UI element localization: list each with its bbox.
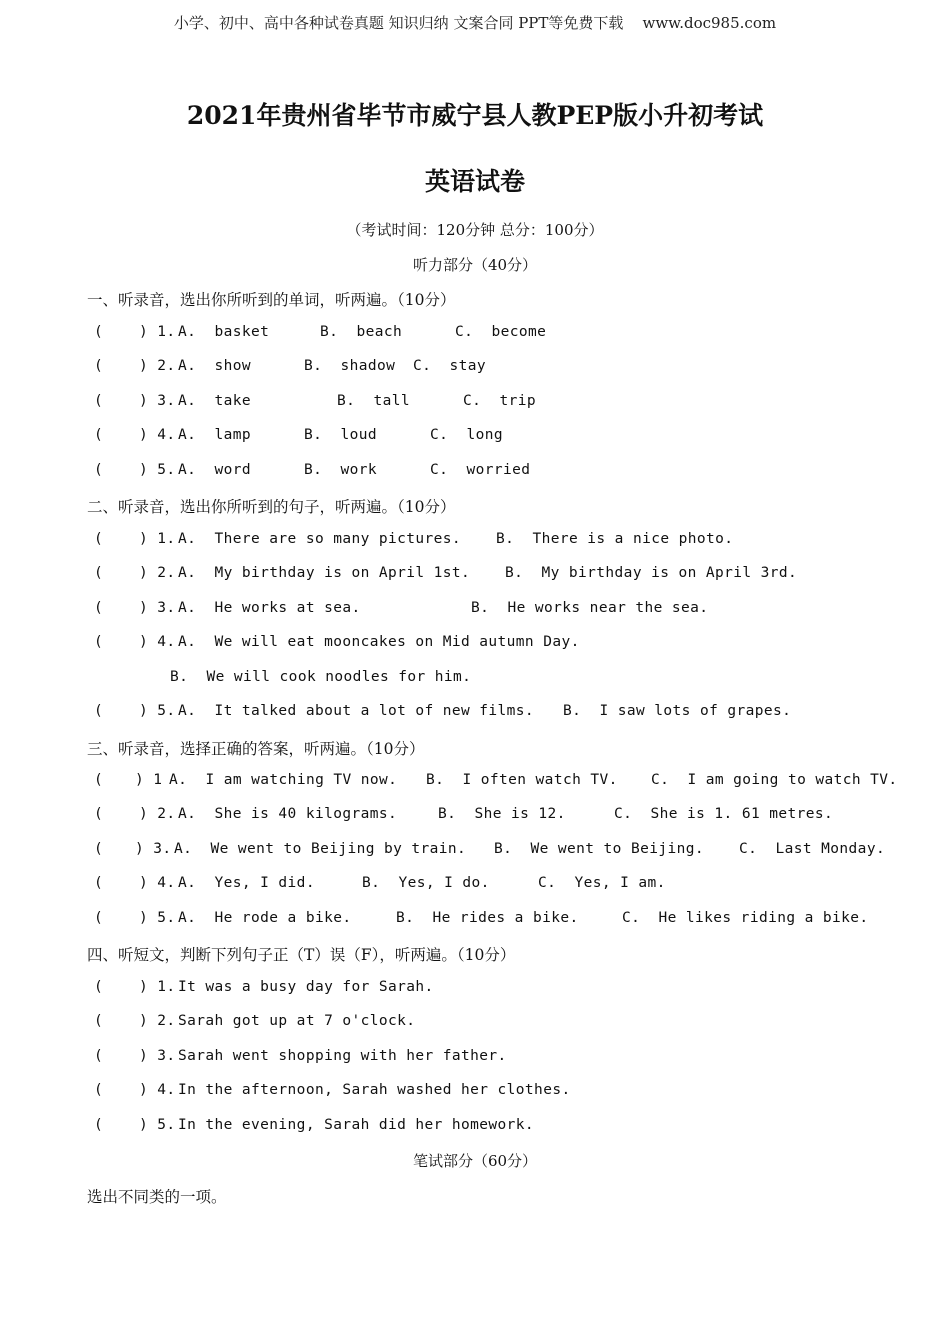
page-title: 2021年贵州省毕节市威宁县人教PEP版小升初考试 (186, 101, 764, 130)
question-number: ) 2. (139, 358, 176, 374)
question-number: ) 3. (135, 841, 172, 857)
answer-blank: ( (94, 1082, 104, 1098)
question-number: ) 2. (139, 565, 176, 581)
answer-blank: ( (94, 600, 104, 616)
option-b: B. We went to Beijing. (494, 841, 704, 857)
answer-blank: ( (94, 1013, 104, 1029)
option-c: C. worried (430, 462, 531, 478)
option-b: B. loud (304, 427, 378, 443)
option-a: A. word (178, 462, 252, 478)
option-c: C. long (430, 427, 504, 443)
option-a: A. She is 40 kilograms. (178, 806, 398, 822)
option-b: B. We will cook noodles for him. (170, 669, 472, 685)
option-b: B. Yes, I do. (362, 875, 490, 891)
option-b: B. I often watch TV. (426, 772, 618, 788)
answer-blank: ( (94, 565, 104, 581)
exam-info: （考试时间：120分钟 总分：100分） (346, 221, 604, 239)
question-number: ) 5. (139, 462, 176, 478)
answer-blank: ( (94, 427, 104, 443)
statement-text: In the evening, Sarah did her homework. (178, 1117, 535, 1133)
option-b: B. shadow (304, 358, 396, 374)
answer-blank: ( (94, 703, 104, 719)
answer-blank: ( (94, 1117, 104, 1133)
section3-heading: 三、听录音，选择正确的答案，听两遍。（10分） (87, 740, 425, 758)
option-c: C. He likes riding a bike. (622, 910, 869, 926)
question-number: ) 4. (139, 1082, 176, 1098)
site-header: 小学、初中、高中各种试卷真题 知识归纳 文案合同 PPT等免费下载 www.doc985.com (173, 14, 777, 32)
answer-blank: ( (94, 1048, 104, 1064)
option-a: A. show (178, 358, 252, 374)
option-b: B. There is a nice photo. (496, 531, 734, 547)
option-a: A. basket (178, 324, 270, 340)
option-a: A. Yes, I did. (178, 875, 315, 891)
option-a: A. There are so many pictures. (178, 531, 462, 547)
question-number: ) 4. (139, 875, 176, 891)
section4-heading: 四、听短文，判断下列句子正（T）误（F），听两遍。（10分） (87, 946, 516, 964)
option-c: C. I am going to watch TV. (651, 772, 898, 788)
option-c: C. trip (463, 393, 537, 409)
option-b: B. work (304, 462, 378, 478)
option-a: A. He works at sea. (178, 600, 361, 616)
odd-one-out-instruction: 选出不同类的一项。 (87, 1188, 227, 1206)
answer-blank: ( (94, 531, 104, 547)
question-number: ) 1. (139, 531, 176, 547)
option-c: C. Last Monday. (739, 841, 886, 857)
option-c: C. Yes, I am. (538, 875, 666, 891)
option-a: A. I am watching TV now. (169, 772, 398, 788)
option-b: B. She is 12. (438, 806, 566, 822)
writing-part-heading: 笔试部分（60分） (412, 1152, 538, 1170)
option-c: C. She is 1. 61 metres. (614, 806, 834, 822)
question-number: ) 1 (135, 772, 163, 788)
question-number: ) 2. (139, 1013, 176, 1029)
option-b: B. I saw lots of grapes. (563, 703, 792, 719)
option-b: B. My birthday is on April 3rd. (505, 565, 798, 581)
question-number: ) 3. (139, 600, 176, 616)
answer-blank: ( (94, 634, 104, 650)
question-number: ) 5. (139, 1117, 176, 1133)
question-number: ) 3. (139, 1048, 176, 1064)
question-number: ) 5. (139, 910, 176, 926)
answer-blank: ( (94, 324, 104, 340)
answer-blank: ( (94, 393, 104, 409)
answer-blank: ( (94, 979, 104, 995)
option-c: C. stay (413, 358, 487, 374)
question-number: ) 5. (139, 703, 176, 719)
option-a: A. lamp (178, 427, 252, 443)
page-subtitle: 英语试卷 (424, 167, 525, 196)
option-b: B. tall (337, 393, 411, 409)
question-number: ) 4. (139, 427, 176, 443)
option-a: A. We went to Beijing by train. (174, 841, 467, 857)
answer-blank: ( (94, 875, 104, 891)
question-number: ) 3. (139, 393, 176, 409)
option-c: C. become (455, 324, 547, 340)
option-a: A. My birthday is on April 1st. (178, 565, 471, 581)
statement-text: Sarah got up at 7 o'clock. (178, 1013, 416, 1029)
statement-text: In the afternoon, Sarah washed her clothes. (178, 1082, 571, 1098)
question-number: ) 1. (139, 324, 176, 340)
option-a: A. We will eat mooncakes on Mid autumn Day. (178, 634, 580, 650)
option-a: A. It talked about a lot of new films. (178, 703, 535, 719)
option-a: A. He rode a bike. (178, 910, 352, 926)
option-b: B. beach (320, 324, 403, 340)
question-number: ) 1. (139, 979, 176, 995)
statement-text: It was a busy day for Sarah. (178, 979, 434, 995)
answer-blank: ( (94, 806, 104, 822)
answer-blank: ( (94, 358, 104, 374)
answer-blank: ( (94, 910, 104, 926)
answer-blank: ( (94, 462, 104, 478)
option-b: B. He rides a bike. (396, 910, 579, 926)
section2-heading: 二、听录音，选出你所听到的句子，听两遍。（10分） (87, 498, 456, 516)
answer-blank: ( (94, 841, 104, 857)
question-number: ) 4. (139, 634, 176, 650)
option-b: B. He works near the sea. (471, 600, 709, 616)
listening-part-heading: 听力部分（40分） (412, 256, 538, 274)
section1-heading: 一、听录音，选出你所听到的单词，听两遍。（10分） (87, 291, 456, 309)
answer-blank: ( (94, 772, 104, 788)
option-a: A. take (178, 393, 252, 409)
statement-text: Sarah went shopping with her father. (178, 1048, 507, 1064)
question-number: ) 2. (139, 806, 176, 822)
